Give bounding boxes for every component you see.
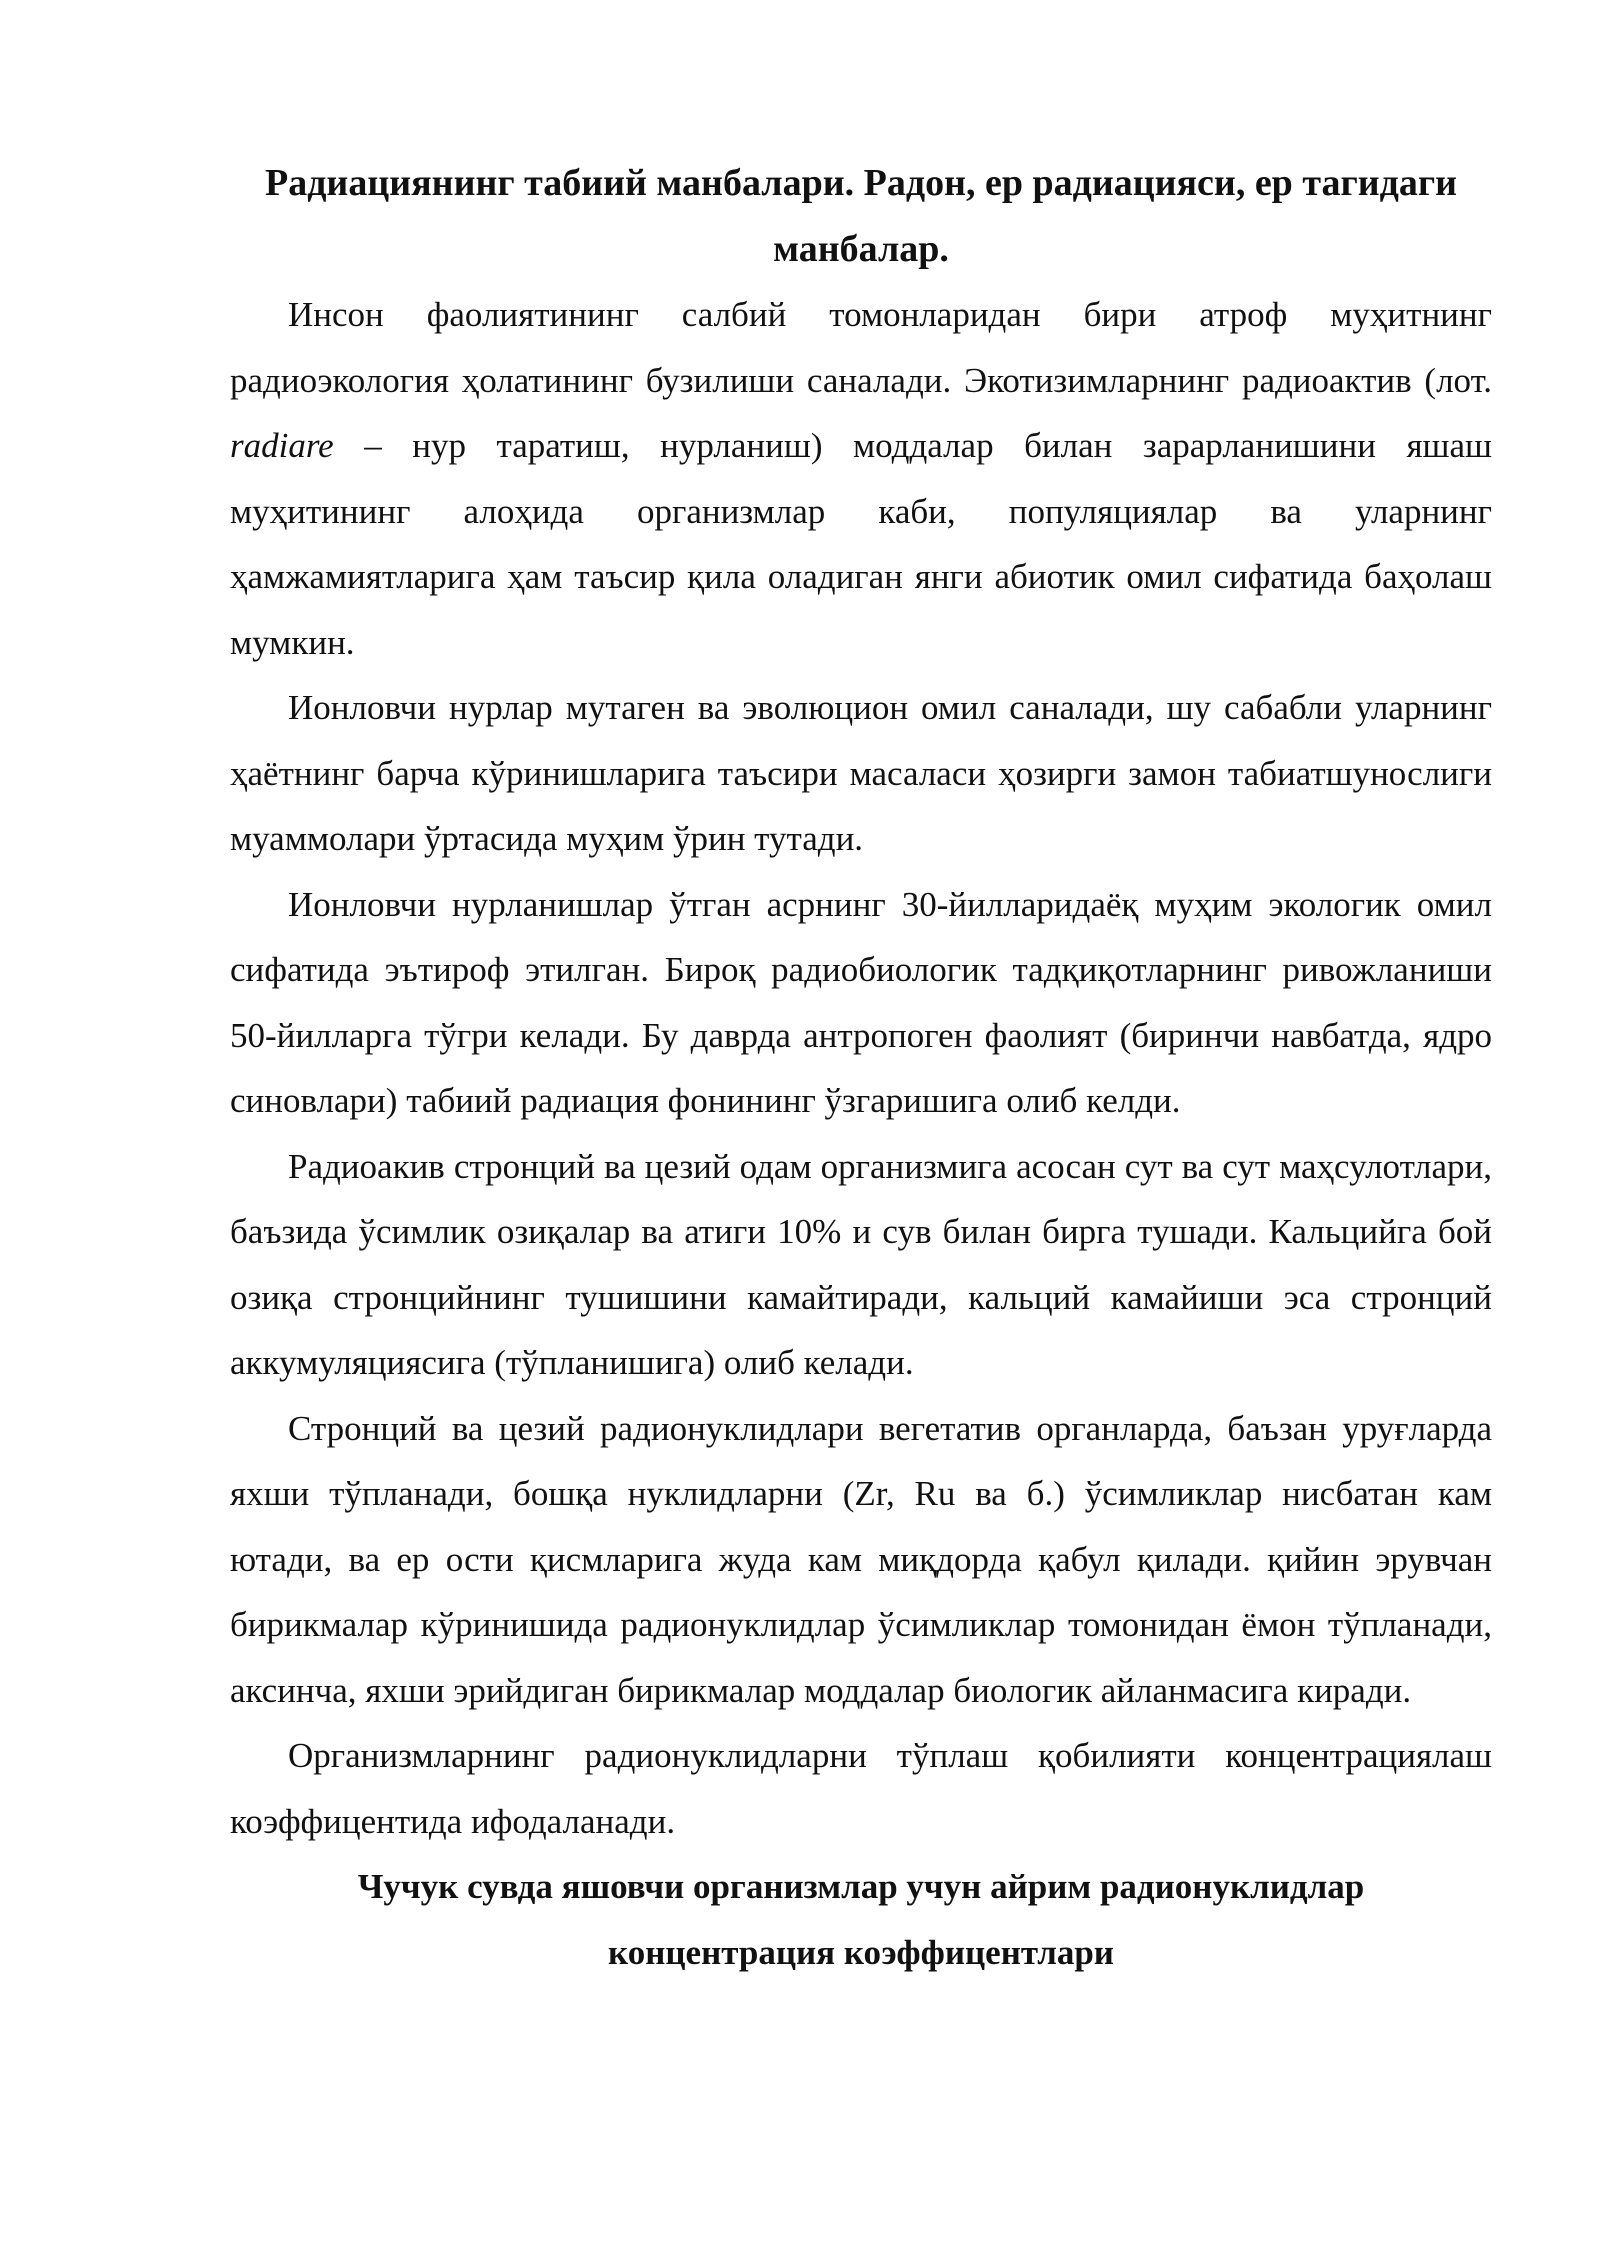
paragraph-1 bbox=[230, 282, 1492, 675]
paragraph-2: Ионловчи нурлар мутаген ва эволюцион омил саналади, шу сабабли уларнинг ҳаётнинг барча кўринишларига таъсири масаласи ҳозирги замон табиатшунослиги муаммолари ўртасида муҳим ўрин тутади. bbox=[230, 688, 1492, 858]
paragraph-1-latin-term: radiare bbox=[230, 426, 334, 465]
paragraph-5: Стронций ва цезий радионуклидлари вегетатив органларда, баъзан уруғларда яхши тўпланади, бошқа нуклидларни (Zr, Ru ва б.) ўсимликлар нисбатан кам ютади, ва ер ости қисмларига жуда кам миқдорда қабул қилади. қийин эрувчан бирикмалар кўринишида радионуклидлар ўсимликлар томонидан ёмон тўпланади, аксинча, яхши эрийдиган бирикмалар моддалар биологик айланмасига киради. bbox=[230, 1408, 1492, 1710]
table-caption: Чучук сувда яшовчи организмлар учун айрим радионуклидлар концентрация коэффицентлари bbox=[357, 1867, 1365, 1972]
document-title: Радиациянинг табиий манбалари. Радон, ер радиацияси, ер тагидаги манбалар. bbox=[265, 162, 1457, 270]
paragraph-6: Организмларнинг радионуклидларни тўплаш қобилияти концентрациялаш коэффицентида ифодаланади. bbox=[230, 1736, 1492, 1841]
paragraph-4: Радиоакив стронций ва цезий одам организмига асосан сут ва сут маҳсулотлари, баъзида ўсимлик озиқалар ва атиги 10% и сув билан бирга тушади. Кальцийга бой озиқа стронцийнинг тушишини камайтиради, кальций камайиши эса стронций аккумуляциясига (тўпланишига) олиб келади. bbox=[230, 1146, 1492, 1382]
paragraph-3: Ионловчи нурланишлар ўтган асрнинг 30-йилларидаёқ муҳим экологик омил сифатида эътироф этилган. Бироқ радиобиологик тадқиқотларнинг ривожланиши 50-йилларга тўгри келади. Бу даврда антропоген фаолият (биринчи навбатда, ядро синовлари) табиий радиация фонининг ўзгаришига олиб келди. bbox=[230, 884, 1492, 1120]
document-page bbox=[230, 150, 1492, 1986]
paragraph-1-text-start: Инсон фаолиятининг салбий томонларидан бири атроф муҳитнинг радиоэкология ҳолатининг бузилиши саналади. Экотизимларнинг радиоактив (лот. bbox=[230, 295, 1492, 400]
paragraph-1-text-end: – нур таратиш, нурланиш) моддалар билан зарарланишини яшаш муҳитининг алоҳида организмлар каби, популяциялар ва уларнинг ҳамжамиятларига ҳам таъсир қила оладиган янги абиотик омил сифатида баҳолаш мумкин. bbox=[230, 426, 1492, 662]
